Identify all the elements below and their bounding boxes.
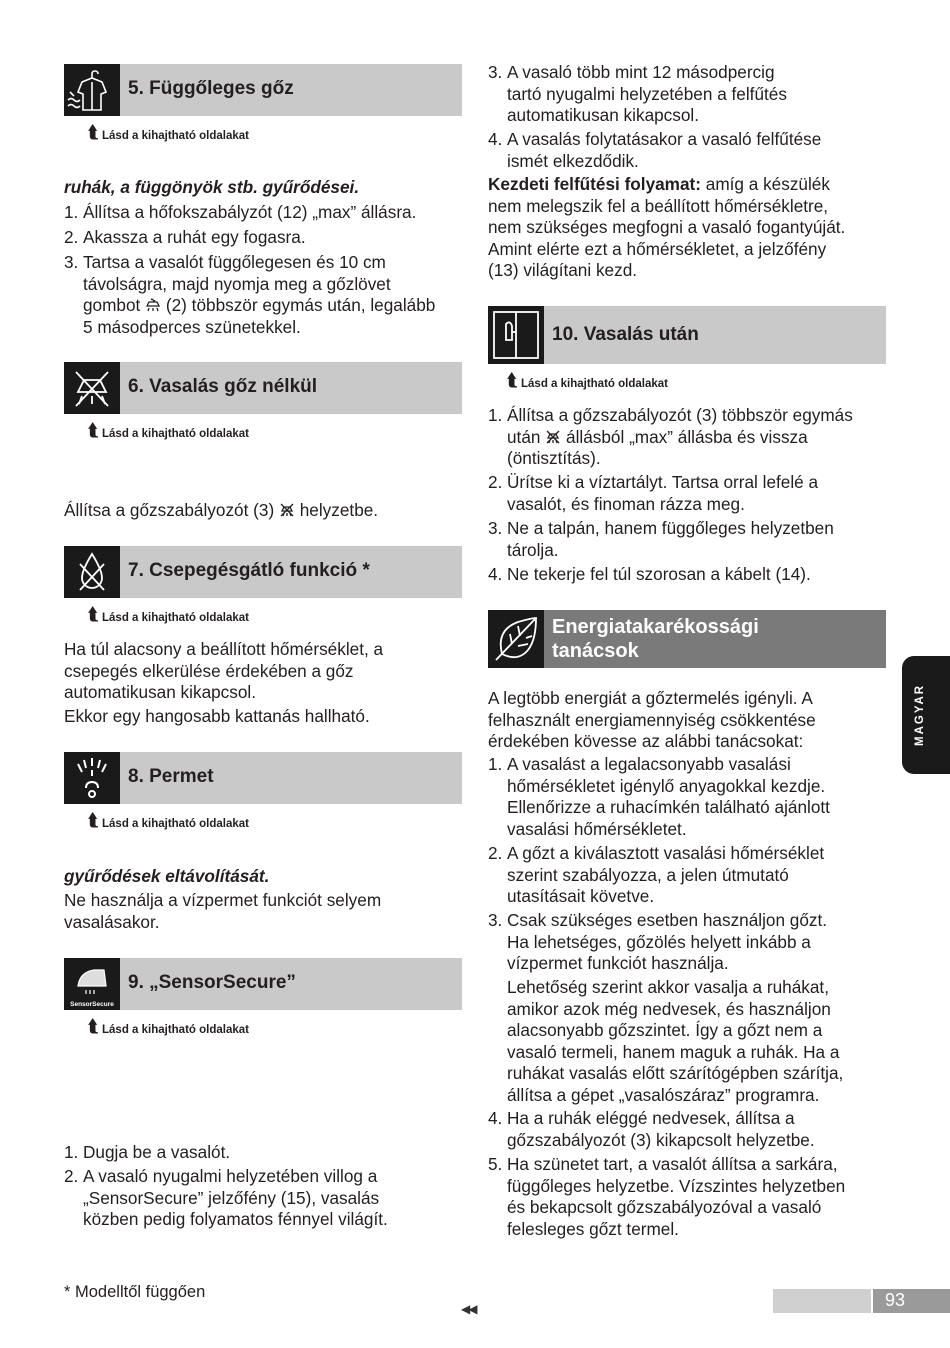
section-5-header bbox=[64, 64, 462, 116]
section-8-line: vasalásakor. bbox=[64, 911, 160, 932]
energy-intro: felhasznált energiamennyiség csökkentése bbox=[488, 709, 816, 730]
leaf-icon bbox=[488, 610, 544, 668]
vertical-steam-icon bbox=[64, 64, 120, 116]
steam-burst-icon bbox=[145, 297, 161, 313]
section-5-title: 5. Függőleges gőz bbox=[128, 78, 294, 99]
energy-title-line: Energiatakarékossági bbox=[552, 616, 759, 638]
no-steam-icon bbox=[545, 429, 561, 445]
sensorsecure-icon bbox=[64, 958, 120, 1010]
svg-text:SensorSecure: SensorSecure bbox=[70, 1001, 114, 1008]
arrow-up-icon: ⮬ bbox=[88, 421, 99, 440]
heating-line: Amint elérte ezt a hőmérsékletet, a jelzőfény bbox=[488, 238, 827, 259]
section-5-intro: ruhák, a függönyök stb. gyűrődései. bbox=[64, 177, 360, 197]
section-8-line: Ne használja a vízpermet funkciót selyem bbox=[64, 890, 382, 910]
page-number-box bbox=[873, 1289, 950, 1313]
arrow-up-icon: ⮬ bbox=[88, 811, 99, 830]
arrow-up-icon: ⮬ bbox=[88, 605, 99, 624]
section-9-header bbox=[64, 958, 462, 1010]
heating-process: Kezdeti felfűtési folyamat: amíg a készülék bbox=[488, 174, 830, 194]
heating-line: nem melegszik fel a beállított hőmérsékletre, bbox=[488, 195, 829, 216]
section-8-header bbox=[64, 752, 462, 804]
anti-drip-icon bbox=[64, 546, 120, 598]
energy-title-line: tanácsok bbox=[552, 640, 639, 662]
heating-line: nem szükséges megfogni a vasaló fogantyúját. bbox=[488, 217, 846, 237]
no-steam-icon bbox=[279, 502, 295, 518]
energy-intro: A legtöbb energiát a gőztermelés igényli. A bbox=[488, 688, 813, 708]
section-7-header bbox=[64, 546, 462, 598]
arrow-up-icon: ⮬ bbox=[88, 1017, 99, 1036]
section-7-line: Ekkor egy hangosabb kattanás hallható. bbox=[64, 706, 370, 726]
section-8-intro: gyűrődések eltávolítását. bbox=[64, 866, 270, 886]
spray-icon bbox=[64, 752, 120, 804]
section-6-title: 6. Vasalás gőz nélkül bbox=[128, 376, 318, 397]
section-7-title: 7. Csepegésgátló funkció * bbox=[128, 560, 370, 581]
nav-previous-icon[interactable]: ◀◀ bbox=[461, 1302, 476, 1316]
footnote: * Modelltől függően bbox=[64, 1283, 206, 1301]
arrow-up-icon: ⮬ bbox=[507, 371, 518, 390]
section-10-title: 10. Vasalás után bbox=[552, 324, 699, 345]
energy-intro: érdekében kövesse az alábbi tanácsokat: bbox=[488, 731, 804, 751]
section-7-line: Ha túl alacsony a beállított hőmérséklet, a bbox=[64, 639, 384, 659]
section-7-line: automatikusan kikapcsol. bbox=[64, 682, 257, 702]
arrow-up-icon: ⮬ bbox=[88, 123, 99, 142]
language-tab: MAGYAR bbox=[902, 656, 950, 774]
section-7-line: csepegés elkerülése érdekében a gőz bbox=[64, 660, 354, 681]
section-9-title: 9. „SensorSecure” bbox=[128, 972, 296, 993]
page-number: 93 bbox=[885, 1290, 906, 1310]
section-10-header bbox=[488, 306, 886, 364]
section-6-text: Állítsa a gőzszabályozót (3) helyzetbe. bbox=[64, 500, 379, 520]
heating-line: (13) világítani kezd. bbox=[488, 260, 638, 280]
section-8-title: 8. Permet bbox=[128, 766, 214, 787]
energy-header bbox=[488, 610, 886, 668]
section-6-header bbox=[64, 362, 462, 414]
storage-icon bbox=[488, 306, 544, 364]
page-number-bar bbox=[773, 1289, 871, 1313]
no-steam-icon bbox=[64, 362, 120, 414]
